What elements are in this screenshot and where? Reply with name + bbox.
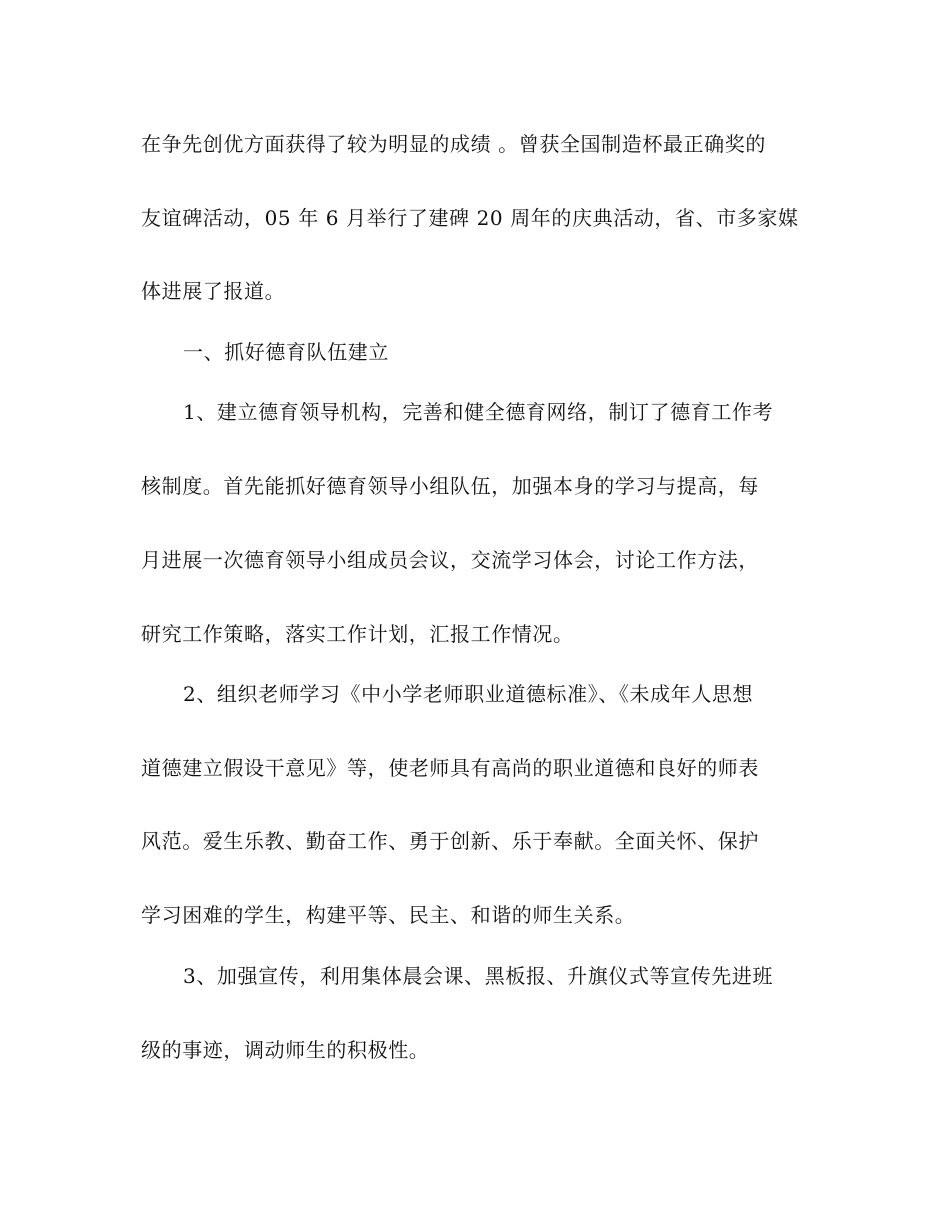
text-line: 级的事迹，调动师生的积极性。 <box>141 1038 430 1062</box>
paragraph-start: 3、加强宣传，利用集体晨会课、黑板报、升旗仪式等宣传先进班 <box>183 964 774 988</box>
text-line: 友谊碑活动，05 年 6 月举行了建碑 20 周年的庆典活动，省、市多家媒 <box>141 206 799 230</box>
section-heading: 一、抓好德育队伍建立 <box>183 340 389 364</box>
text-line: 在争先创优方面获得了较为明显的成绩 。曾获全国制造杯最正确奖的 <box>141 132 766 156</box>
text-line: 学习困难的学生，构建平等、民主、和谐的师生关系。 <box>141 903 636 927</box>
text-line: 月进展一次德育领导小组成员会议，交流学习体会，讨论工作方法， <box>141 548 759 572</box>
text-line: 体进展了报道。 <box>141 279 286 303</box>
text-line: 风范。爱生乐教、勤奋工作、勇于创新、乐于奉献。全面关怀、保护 <box>141 829 759 853</box>
text-line: 核制度。首先能抓好德育领导小组队伍，加强本身的学习与提高，每 <box>141 474 759 498</box>
paragraph-start: 2、组织老师学习《中小学老师职业道德标准》、《未成年人思想 <box>183 682 754 706</box>
text-line: 道德建立假设干意见》等，使老师具有高尚的职业道德和良好的师表 <box>141 756 759 780</box>
paragraph-start: 1、建立德育领导机构，完善和健全德育网络，制订了德育工作考 <box>183 400 774 424</box>
text-line: 研究工作策略，落实工作计划，汇报工作情况。 <box>141 622 574 646</box>
